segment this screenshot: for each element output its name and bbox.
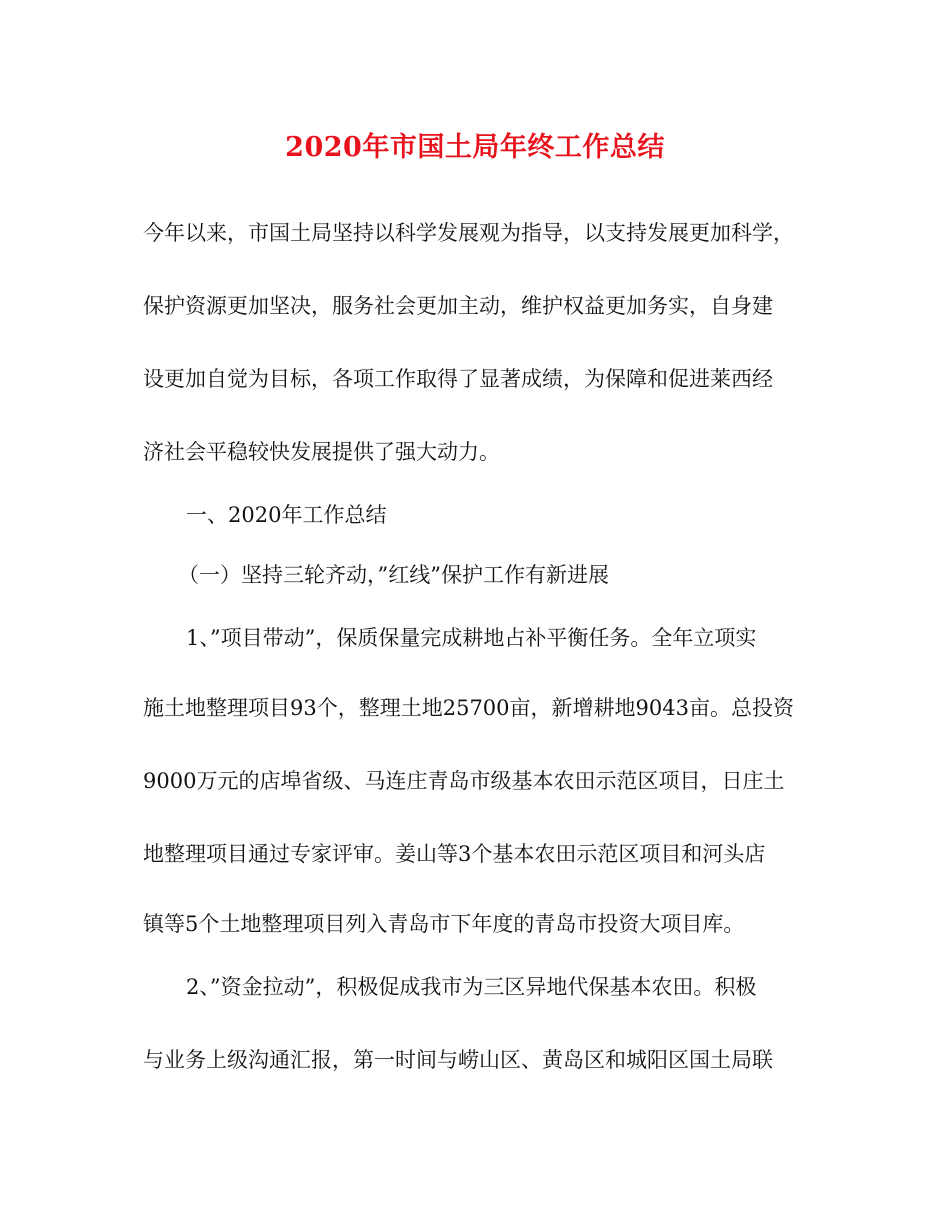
paragraph-line: 地整理项目通过专家评审。姜山等3个基本农田示范区项目和河头店 xyxy=(143,842,766,866)
paragraph-line: 施土地整理项目93个，整理土地25700亩，新增耕地9043亩。总投资 xyxy=(143,696,794,720)
paragraph-line: 今年以来，市国土局坚持以科学发展观为指导，以支持发展更加科学， xyxy=(143,221,794,245)
section-heading: 一、2020年工作总结 xyxy=(186,503,387,527)
paragraph-line: 9000万元的店埠省级、马连庄青岛市级基本农田示范区项目，日庄土 xyxy=(143,769,785,793)
paragraph-line: 2、”资金拉动”，积极促成我市为三区异地代保基本农田。积极 xyxy=(186,975,757,999)
subsection-heading: （一）坚持三轮齐动，”红线”保护工作有新进展 xyxy=(178,563,609,587)
document-title: 2020年市国土局年终工作总结 xyxy=(285,132,665,163)
paragraph-line: 保护资源更加坚决，服务社会更加主动，维护权益更加务实，自身建 xyxy=(143,294,773,318)
paragraph-line: 与业务上级沟通汇报，第一时间与崂山区、黄岛区和城阳区国土局联 xyxy=(143,1048,773,1072)
paragraph-line: 济社会平稳较快发展提供了强大动力。 xyxy=(143,440,500,464)
paragraph-line: 设更加自觉为目标，各项工作取得了显著成绩，为保障和促进莱西经 xyxy=(143,367,773,391)
paragraph-line: 镇等5个土地整理项目列入青岛市下年度的青岛市投资大项目库。 xyxy=(143,912,745,936)
paragraph-line: 1、”项目带动”，保质保量完成耕地占补平衡任务。全年立项实 xyxy=(186,626,757,650)
